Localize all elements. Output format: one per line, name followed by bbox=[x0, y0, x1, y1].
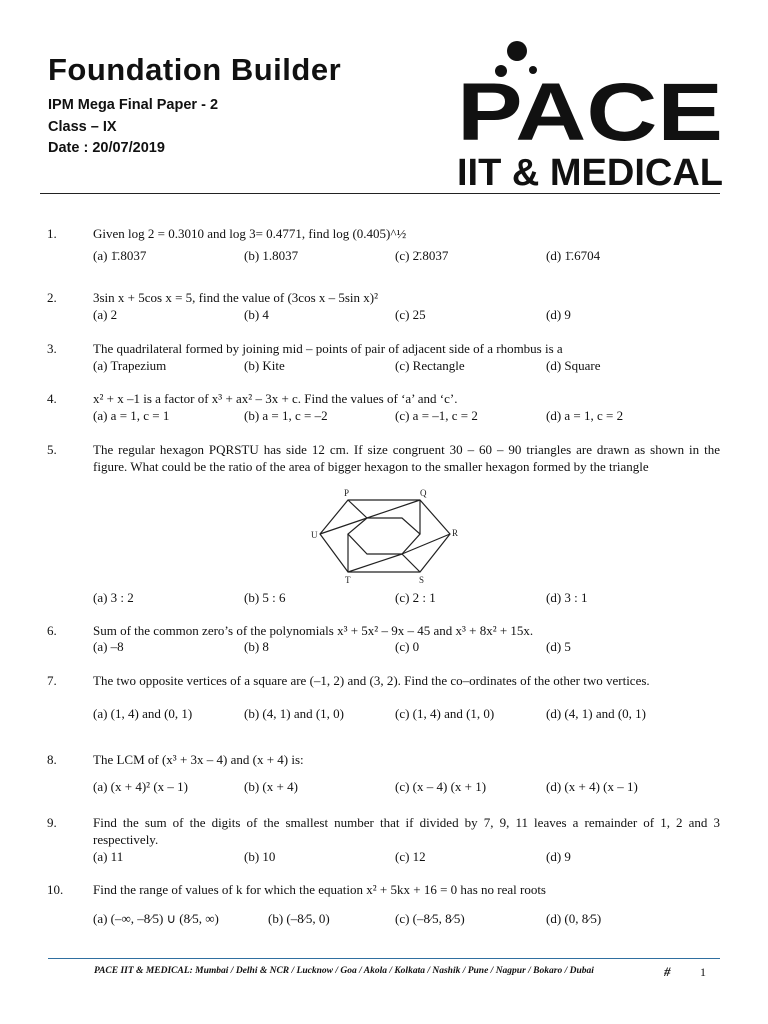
option-d: (d) (0, 8⁄5) bbox=[546, 911, 602, 926]
footer-divider bbox=[48, 958, 720, 959]
question-number: 5. bbox=[47, 442, 57, 457]
question-number: 6. bbox=[47, 623, 57, 638]
question-number: 3. bbox=[47, 341, 57, 356]
date-label: Date : 20/07/2019 bbox=[48, 140, 165, 156]
option-d: (d) 1̄.6704 bbox=[546, 248, 601, 263]
option-b: (b) 5 : 6 bbox=[244, 590, 286, 605]
option-a: (a) a = 1, c = 1 bbox=[93, 408, 170, 423]
hexagon-figure bbox=[310, 487, 470, 587]
option-c: (c) a = –1, c = 2 bbox=[395, 408, 478, 423]
option-a: (a) 3 : 2 bbox=[93, 590, 134, 605]
question-text: Find the sum of the digits of the smallest number that if divided by 7, 9, 11 leaves a remainder of 1, 2 and 3 respectively. bbox=[93, 815, 720, 847]
option-d: (d) a = 1, c = 2 bbox=[546, 408, 624, 423]
option-a: (a) 11 bbox=[93, 849, 124, 864]
question-number: 4. bbox=[47, 391, 57, 406]
option-c: (c) 2̄.8037 bbox=[395, 248, 449, 263]
option-c: (c) (1, 4) and (1, 0) bbox=[395, 706, 495, 721]
question-number: 2. bbox=[47, 290, 57, 305]
vertex-label-u: U bbox=[311, 530, 318, 540]
option-d: (d) 9 bbox=[546, 849, 571, 864]
option-b: (b) 1.8037 bbox=[244, 248, 299, 263]
question-text: 3sin x + 5cos x = 5, find the value of (3cos x – 5sin x)² bbox=[93, 290, 379, 305]
header-divider bbox=[40, 193, 720, 194]
option-b: (b) (–8⁄5, 0) bbox=[268, 911, 330, 926]
option-c: (c) 25 bbox=[395, 307, 426, 322]
question-number: 10. bbox=[47, 882, 64, 897]
option-a: (a) (1, 4) and (0, 1) bbox=[93, 706, 193, 721]
option-c: (c) (x – 4) (x + 1) bbox=[395, 779, 487, 794]
vertex-label-p: P bbox=[344, 488, 350, 498]
question-text: Find the range of values of k for which the equation x² + 5kx + 16 = 0 has no real roots bbox=[93, 882, 546, 897]
option-b: (b) 8 bbox=[244, 639, 269, 654]
footer-centres: PACE IIT & MEDICAL: Mumbai / Delhi & NCR / Lucknow / Goa / Akola / Kolkata / Nashik / Pune / Nagpur / Bokaro / Dubai bbox=[94, 966, 594, 976]
option-c: (c) 0 bbox=[395, 639, 420, 654]
question-number: 7. bbox=[47, 673, 57, 688]
class-label: Class – IX bbox=[48, 119, 117, 135]
option-a: (a) 2 bbox=[93, 307, 118, 322]
paper-name: IPM Mega Final Paper - 2 bbox=[48, 97, 219, 113]
option-d: (d) 9 bbox=[546, 307, 571, 322]
option-d: (d) Square bbox=[546, 358, 601, 373]
footer-hash: # bbox=[664, 964, 671, 979]
option-b: (b) a = 1, c = –2 bbox=[244, 408, 328, 423]
option-d: (d) (4, 1) and (0, 1) bbox=[546, 706, 646, 721]
question-number: 9. bbox=[47, 815, 57, 830]
triangle-line bbox=[348, 500, 367, 518]
option-a: (a) Trapezium bbox=[93, 358, 167, 373]
option-a: (a) 1̄.8037 bbox=[93, 248, 147, 263]
triangle-line bbox=[367, 500, 420, 518]
option-d: (d) 5 bbox=[546, 639, 571, 654]
option-c: (c) 2 : 1 bbox=[395, 590, 436, 605]
option-c: (c) Rectangle bbox=[395, 358, 465, 373]
question-number: 8. bbox=[47, 752, 57, 767]
option-d: (d) 3 : 1 bbox=[546, 590, 588, 605]
option-c: (c) (–8⁄5, 8⁄5) bbox=[395, 911, 465, 926]
option-d: (d) (x + 4) (x – 1) bbox=[546, 779, 638, 794]
question-text: x² + x –1 is a factor of x³ + ax² – 3x + c. Find the values of ‘a’ and ‘c’. bbox=[93, 391, 458, 406]
page-number: 1 bbox=[700, 965, 706, 979]
triangle-line bbox=[402, 554, 420, 572]
option-b: (b) (4, 1) and (1, 0) bbox=[244, 706, 344, 721]
vertex-label-t: T bbox=[345, 575, 351, 585]
vertex-label-q: Q bbox=[420, 488, 427, 498]
option-b: (b) (x + 4) bbox=[244, 779, 298, 794]
inner-hexagon bbox=[348, 518, 420, 554]
pace-logo bbox=[455, 40, 725, 190]
option-a: (a) (–∞, –8⁄5) ∪ (8⁄5, ∞) bbox=[93, 911, 219, 926]
triangle-line bbox=[348, 554, 402, 572]
logo-text-iit: IIT & MEDICAL bbox=[457, 152, 723, 190]
option-c: (c) 12 bbox=[395, 849, 426, 864]
outer-hexagon bbox=[320, 500, 450, 572]
question-text: The regular hexagon PQRSTU has side 12 cm. If size congruent 30 – 60 – 90 triangles are drawn as shown in the figure. What could be the ratio of the area of bigger hexagon to the smaller hexagon formed by the triangle bbox=[93, 442, 720, 474]
vertex-label-r: R bbox=[452, 528, 459, 538]
option-a: (a) –8 bbox=[93, 639, 124, 654]
page-title: Foundation Builder bbox=[48, 52, 342, 87]
question-text: The two opposite vertices of a square are (–1, 2) and (3, 2). Find the co–ordinates of the other two vertices. bbox=[93, 673, 650, 688]
question-text: The quadrilateral formed by joining mid – points of pair of adjacent side of a rhombus is a bbox=[93, 341, 563, 356]
question-number: 1. bbox=[47, 226, 57, 241]
option-b: (b) Kite bbox=[244, 358, 285, 373]
logo-text-pace: PACE bbox=[457, 67, 723, 158]
vertex-label-s: S bbox=[419, 575, 425, 585]
question-text: Sum of the common zero’s of the polynomials x³ + 5x² – 9x – 45 and x³ + 8x² + 15x. bbox=[93, 623, 534, 638]
question-text: Given log 2 = 0.3010 and log 3= 0.4771, find log (0.405)^½ bbox=[93, 226, 407, 241]
question-text: The LCM of (x³ + 3x – 4) and (x + 4) is: bbox=[93, 752, 304, 767]
option-b: (b) 4 bbox=[244, 307, 269, 322]
option-b: (b) 10 bbox=[244, 849, 276, 864]
option-a: (a) (x + 4)² (x – 1) bbox=[93, 779, 188, 794]
